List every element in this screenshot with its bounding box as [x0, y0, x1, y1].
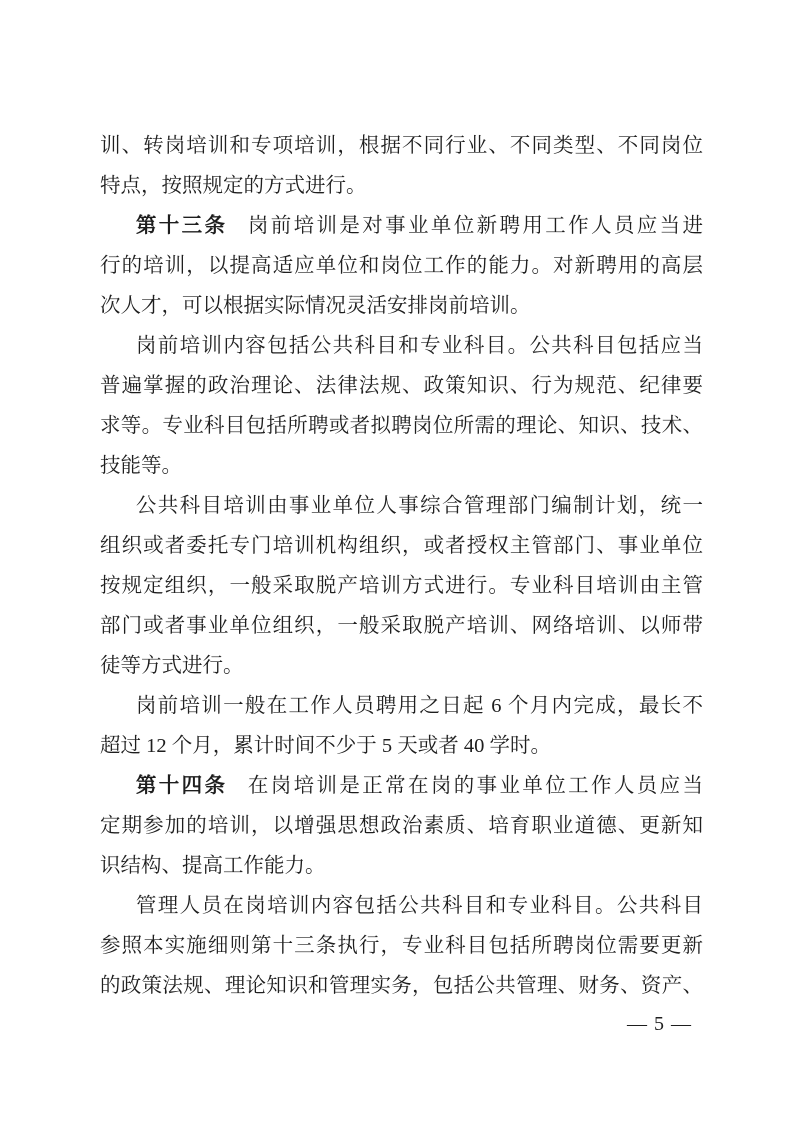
text-line: 按规定组织，一般采取脱产培训方式进行。专业科目培训由主管 [100, 575, 703, 597]
page-number: — 5 — [627, 1013, 692, 1035]
article-heading: 第十四条 [135, 774, 228, 797]
text-line: 的政策法规、理论知识和管理实务，包括公共管理、财务、资产、 [100, 975, 703, 997]
body-text [100, 126, 703, 1006]
text-line: 特点，按照规定的方式进行。 [100, 175, 367, 197]
text-line: 参照本实施细则第十三条执行，专业科目包括所聘岗位需要更新 [100, 935, 703, 957]
text-line: 徒等方式进行。 [100, 655, 244, 677]
text-line: 行的培训，以提高适应单位和岗位工作的能力。对新聘用的高层 [100, 255, 703, 277]
text-line: 普遍掌握的政治理论、法律法规、政策知识、行为规范、纪律要 [100, 375, 703, 397]
article-text: 在岗培训是正常在岗的事业单位工作人员应当 [247, 775, 703, 797]
article-heading: 第十三条 [135, 214, 228, 237]
text-line: 组织或者委托专门培训机构组织，或者授权主管部门、事业单位 [100, 535, 703, 557]
text-line: 定期参加的培训，以增强思想政治素质、培育职业道德、更新知 [100, 815, 703, 837]
text-line: 部门或者事业单位组织，一般采取脱产培训、网络培训、以师带 [100, 615, 703, 637]
text-line: 训、转岗培训和专项培训，根据不同行业、不同类型、不同岗位 [100, 135, 703, 157]
article-text: 岗前培训是对事业单位新聘用工作人员应当进 [247, 215, 703, 237]
text-line [100, 766, 703, 806]
text-line: 岗前培训内容包括公共科目和专业科目。公共科目包括应当 [135, 335, 703, 357]
text-line: 超过 12 个月，累计时间不少于 5 天或者 40 学时。 [100, 735, 551, 757]
text-line: 技能等。 [100, 455, 182, 477]
text-line: 公共科目培训由事业单位人事综合管理部门编制计划，统一 [135, 495, 703, 517]
text-line: 岗前培训一般在工作人员聘用之日起 6 个月内完成，最长不 [135, 695, 703, 717]
text-line: 求等。专业科目包括所聘或者拟聘岗位所需的理论、知识、技术、 [100, 415, 703, 437]
text-line: 次人才，可以根据实际情况灵活安排岗前培训。 [100, 295, 531, 317]
text-line: 管理人员在岗培训内容包括公共科目和专业科目。公共科目 [135, 895, 703, 917]
text-line [100, 206, 703, 246]
text-line: 识结构、提高工作能力。 [100, 855, 326, 877]
